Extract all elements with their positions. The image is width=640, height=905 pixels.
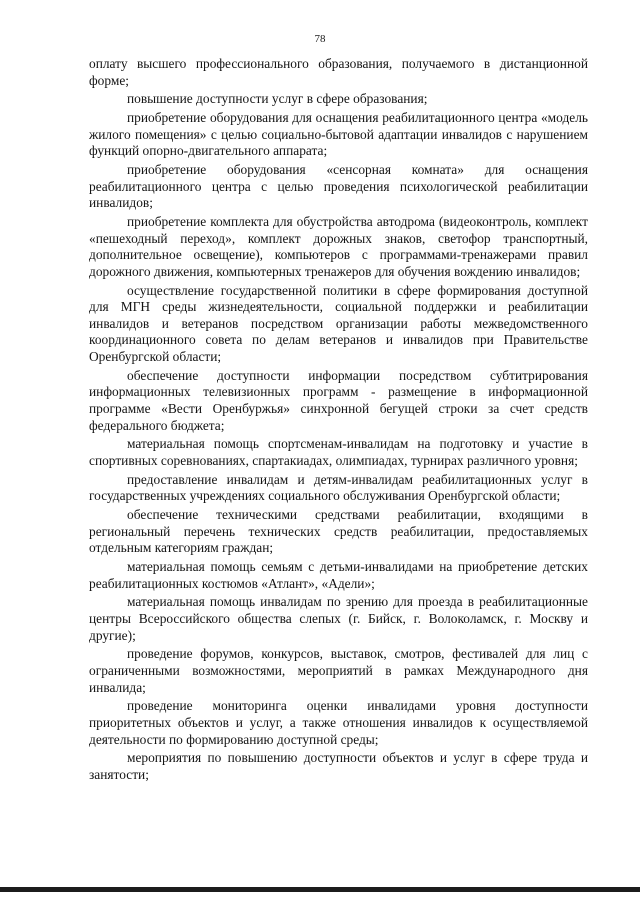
paragraph: проведение форумов, конкурсов, выставок, смотров, фестивалей для лиц с ограниченными возможностями, мероприятий в рамках Международного дня инвалида; — [89, 646, 588, 695]
paragraph: обеспечение доступности информации посредством субтитрирования информационных телевизионных программ - размещение в информационной программе «Вести Оренбуржья» синхронной бегущей строки за счет средств федерального бюджета; — [89, 367, 588, 433]
paragraph: повышение доступности услуг в сфере образования; — [127, 91, 428, 107]
paragraph: обеспечение техническими средствами реабилитации, входящими в региональный перечень технических средств реабилитации, предоставляемых отдельным категориям граждан; — [89, 507, 588, 556]
document-body — [89, 56, 588, 786]
paragraph: предоставление инвалидам и детям-инвалидам реабилитационных услуг в государственных учреждениях социального обслуживания Оренбургской области; — [89, 471, 588, 504]
paragraph: приобретение оборудования «сенсорная комната» для оснащения реабилитационного центра с целью проведения психологической реабилитации инвалидов; — [89, 162, 588, 211]
paragraph: оплату высшего профессионального образования, получаемого в дистанционной форме; — [89, 56, 588, 88]
paragraph: осуществление государственной политики в сфере формирования доступной для МГН среды жизнедеятельности, социальной поддержки и реабилитации инвалидов и ветеранов посредством организации работы межведомственного координационного совета по делам ветеранов и инвалидов при Правительстве Оренбургской области; — [89, 282, 588, 365]
page-number: 78 — [314, 33, 326, 45]
scan-bottom-border — [0, 887, 640, 892]
paragraph: мероприятия по повышению доступности объектов и услуг в сфере труда и занятости; — [89, 750, 588, 782]
paragraph: материальная помощь семьям с детьми-инвалидами на приобретение детских реабилитационных костюмов «Атлант», «Адели»; — [89, 559, 588, 591]
paragraph: проведение мониторинга оценки инвалидами уровня доступности приоритетных объектов и услуг, а также отношения инвалидов к осуществляемой деятельности по формированию доступной среды; — [89, 698, 588, 747]
paragraph: материальная помощь инвалидам по зрению для проезда в реабилитационные центры Всероссийского общества слепых (г. Бийск, г. Волоколамск, г. Москву и другие); — [89, 594, 588, 643]
paragraph: материальная помощь спортсменам-инвалидам на подготовку и участие в спортивных соревнованиях, спартакиадах, олимпиадах, турнирах различного уровня; — [89, 436, 588, 468]
paragraph: приобретение комплекта для обустройства автодрома (видеоконтроль, комплект «пешеходный переход», комплект дорожных знаков, светофор транспортный, дополнительное освещение), компьютеров с программами-тренажерами правил дорожного движения, компьютерных тренажеров для обучения вождению инвалидов; — [89, 214, 588, 279]
paragraph: приобретение оборудования для оснащения реабилитационного центра «модель жилого помещения» с целью социально-бытовой адаптации инвалидов с нарушением функций опорно-двигательного аппарата; — [89, 110, 588, 159]
